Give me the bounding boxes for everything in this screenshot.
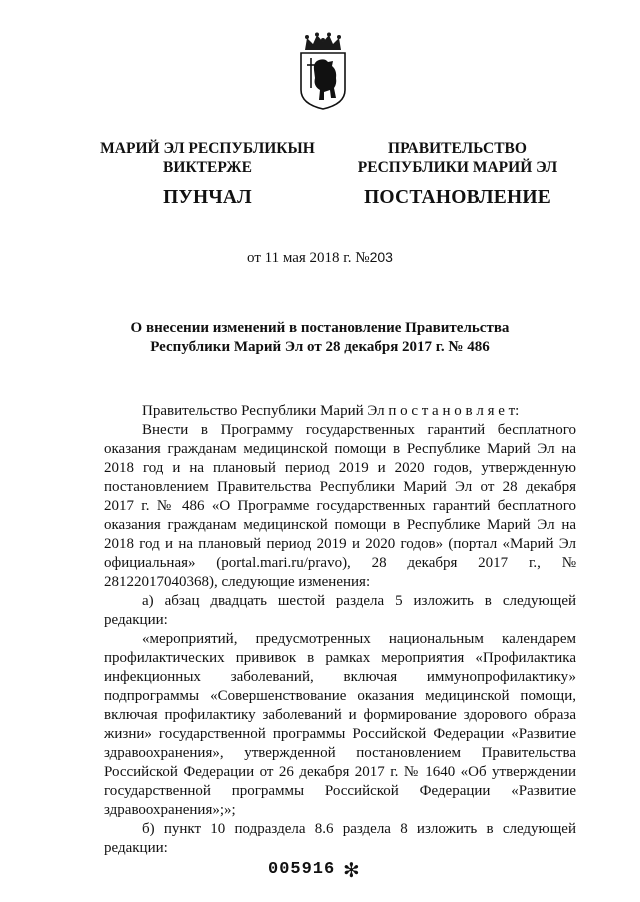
dateline-prefix: от xyxy=(247,250,261,266)
paragraph-item-a: а) абзац двадцать шестой раздела 5 изложить в следующей редакции: xyxy=(104,593,576,628)
paragraph-quote: «мероприятий, предусмотренных национальным календарем профилактических прививок в рамках мероприятия «Профилактика инфекционных заболеваний, включая иммунопрофилактику» подпрограммы «Совершенствование оказания медицинской помощи, включая профилактику заболеваний и формирование здорового образа жизни» государственной программы Российской Федерации «Развитие здравоохранения», утвержденной постановлением Правительства Российской Федерации от 26 декабря 2017 г. № 1640 «Об утверждении государственной программы Российской Федерации «Развитие здравоохранения»;»; xyxy=(104,631,576,818)
header-left-line1: МАРИЙ ЭЛ РЕСПУБЛИКЫН xyxy=(100,140,315,157)
header-right-line2: РЕСПУБЛИКИ МАРИЙ ЭЛ xyxy=(357,158,558,176)
header-right-line1: ПРАВИТЕЛЬСТВО xyxy=(388,140,527,157)
header-left-title: ПУНЧАЛ xyxy=(163,187,252,208)
document-title xyxy=(0,319,640,357)
document-body xyxy=(104,402,576,858)
dateline-num-prefix: № xyxy=(355,250,370,266)
title-line2: Республики Марий Эл от 28 декабря 2017 г. № 486 xyxy=(150,339,490,355)
dateline-number: 203 xyxy=(369,249,393,265)
dateline xyxy=(0,249,640,267)
header-left xyxy=(70,140,345,209)
coat-of-arms-icon xyxy=(297,32,349,110)
header-right xyxy=(345,140,570,209)
asterisk-mark: ✻ xyxy=(343,858,360,882)
serial-number: 005916 xyxy=(268,860,336,879)
title-line1: О внесении изменений в постановление Правительства xyxy=(130,320,510,336)
header-left-line2: ВИКТЕРЖЕ xyxy=(163,158,252,176)
paragraph-preamble: Правительство Республики Марий Эл п о с т а н о в л я е т: xyxy=(142,403,520,419)
paragraph-main: Внести в Программу государственных гарантий бесплатного оказания гражданам медицинской помощи в Республике Марий Эл на 2018 год и на плановый период 2019 и 2020 годов, утвержденную постановлением Правительства Республики Марий Эл от 28 декабря 2017 г. № 486 «О Программе государственных гарантий бесплатного оказания гражданам медицинской помощи в Республике Марий Эл на 2018 год и на плановый период 2019 и 2020 годов» (портал «Марий Эл официальная» (portal.mari.ru/pravo), 28 декабря 2017 г., № 28122017040368), следующие изменения: xyxy=(104,422,576,590)
dateline-date: 11 мая 2018 г. xyxy=(264,250,352,266)
paragraph-item-b: б) пункт 10 подраздела 8.6 раздела 8 изложить в следующей редакции: xyxy=(104,821,576,856)
header-right-title: ПОСТАНОВЛЕНИЕ xyxy=(364,187,551,208)
